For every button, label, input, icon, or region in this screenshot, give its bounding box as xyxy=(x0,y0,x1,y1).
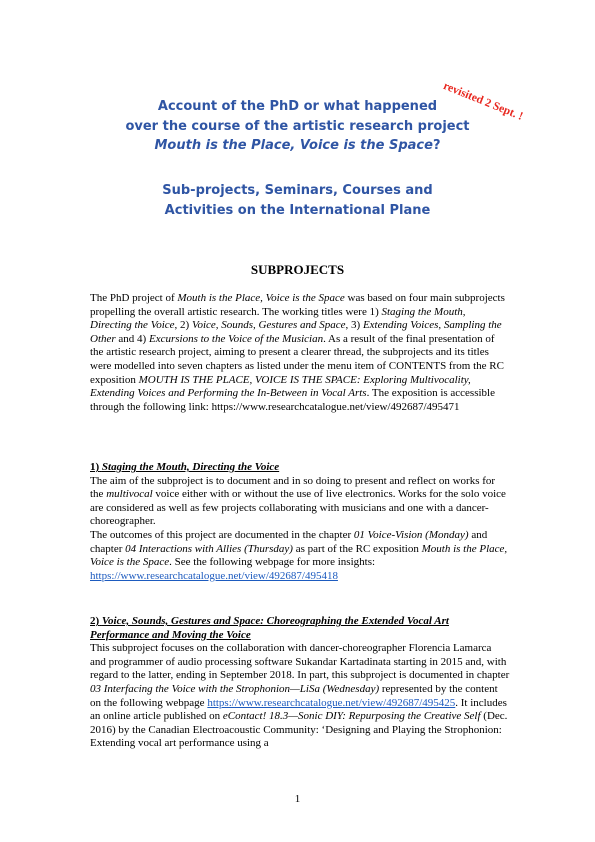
italic-text: Voice, Sounds, Gestures and Space xyxy=(191,319,346,332)
italic-text: eContact! 18.3—Sonic DIY: Repurposing the Creative Self xyxy=(222,710,481,723)
text-run: was based on four main subprojects propelling the overall artistic research. The working titles were 1) xyxy=(90,292,505,318)
italic-text: Excursions to the Voice of the Musician xyxy=(148,332,324,345)
subproject-2 xyxy=(90,615,510,751)
text-run: . See the following webpage for more insights: xyxy=(169,556,376,569)
text-run: . It includes an online article published on xyxy=(90,696,507,723)
italic-text: Extending Voices, Sampling the Other xyxy=(90,319,502,345)
subproject-1-title: Staging the Mouth, Directing the Voice xyxy=(101,461,280,473)
text-run: as part of the RC exposition xyxy=(292,542,422,555)
intro-paragraph xyxy=(90,292,510,414)
italic-text: Mouth is the Place, Voice is the Space xyxy=(90,542,508,569)
subproject-1 xyxy=(90,461,510,583)
italic-text: Staging the Mouth, Directing the Voice xyxy=(90,305,466,332)
title-project-name: Mouth is the Place, Voice is the Space xyxy=(154,138,433,153)
text-run: The aim of the subproject is to document and in so doing to present and reflect on works for the xyxy=(90,474,496,501)
text-run: represented by the content on the following webpage xyxy=(90,682,498,709)
title-line-1: Account of the PhD or what happened xyxy=(157,99,438,114)
text-run: (Dec. 2016) by the Canadian Electroacoustic Community: ‘Designing and Playing the Strophonion: Extending vocal art performance using a xyxy=(90,710,508,750)
text-run: , 3) xyxy=(345,319,363,332)
subproject-2-paragraph xyxy=(90,642,510,751)
text-run: . The exposition is accessible through the following link: https://www.researchcatalogue.net/view/492687/495471 xyxy=(90,387,495,413)
text-run: and chapter xyxy=(90,528,488,555)
subtitle-line-1: Sub-projects, Seminars, Courses and xyxy=(162,183,433,198)
subtitle-line-2: Activities on the International Plane xyxy=(164,202,431,218)
italic-text: MOUTH IS THE PLACE, VOICE IS THE SPACE: Exploring Multivocality, Extending Voices and Performing the In-Between in Vocal Arts xyxy=(90,373,471,400)
title-question-mark: ? xyxy=(432,138,441,153)
italic-text: 03 Interfacing the Voice with the Strophonion—LiSa (Wednesday) xyxy=(90,682,380,695)
subproject-1-paragraph-2 xyxy=(90,529,510,570)
inline-link[interactable]: https://www.researchcatalogue.net/view/492687/495425 xyxy=(207,696,456,709)
intro-text xyxy=(90,292,510,414)
title-line-2: over the course of the artistic research project xyxy=(125,118,470,134)
subproject-1-number: 1) xyxy=(90,461,100,473)
title-line-3 xyxy=(0,136,595,156)
italic-text: 04 Interactions with Allies (Thursday) xyxy=(125,542,293,555)
italic-text: 01 Voice-Vision (Monday) xyxy=(353,528,469,541)
subproject-1-paragraph-1 xyxy=(90,475,510,529)
subproject-2-number: 2) xyxy=(90,615,100,627)
text-run: , 2) xyxy=(174,319,192,332)
revision-stamp: revisited 2 Sept. ! xyxy=(441,80,525,123)
text-run: and 4) xyxy=(115,332,149,345)
text-run: voice either with or without the use of live electronics. Works for the solo voice are considered as well as few projects collaborating with musicians and one with a dancer-choreographer. xyxy=(90,488,506,528)
subproject-2-heading xyxy=(90,615,510,642)
text-run: This subproject focuses on the collaboration with dancer-choreographer Florencia Lamarca and programmer of audio processing software Sukandar Kartadinata starting in 2015 and, with regard to the latter, ending in September 2018. In part, this subproject is documented in chapter xyxy=(90,642,510,682)
document-subtitle xyxy=(0,181,595,220)
section-heading: SUBPROJECTS xyxy=(250,262,345,277)
subproject-1-heading xyxy=(90,461,510,475)
text-run: The PhD project of xyxy=(90,292,178,304)
subproject-1-link[interactable]: https://www.researchcatalogue.net/view/492687/495418 xyxy=(90,569,338,582)
document-title xyxy=(0,97,595,156)
subproject-2-title: Voice, Sounds, Gestures and Space: Choreographing the Extended Vocal Art Performance and Moving the Voice xyxy=(90,615,449,641)
italic-text: multivocal xyxy=(106,488,153,501)
text-run: The outcomes of this project are documented in the chapter xyxy=(90,528,354,541)
text-run: . As a result of the final presentation of the artistic research project, aiming to present a clearer thread, the subprojects and its titles were modelled into seven chapters as listed under the menu item of CONTENTS from the RC exposition xyxy=(90,332,504,386)
page-number: 1 xyxy=(294,793,301,805)
italic-text: Mouth is the Place, Voice is the Space xyxy=(177,292,345,304)
